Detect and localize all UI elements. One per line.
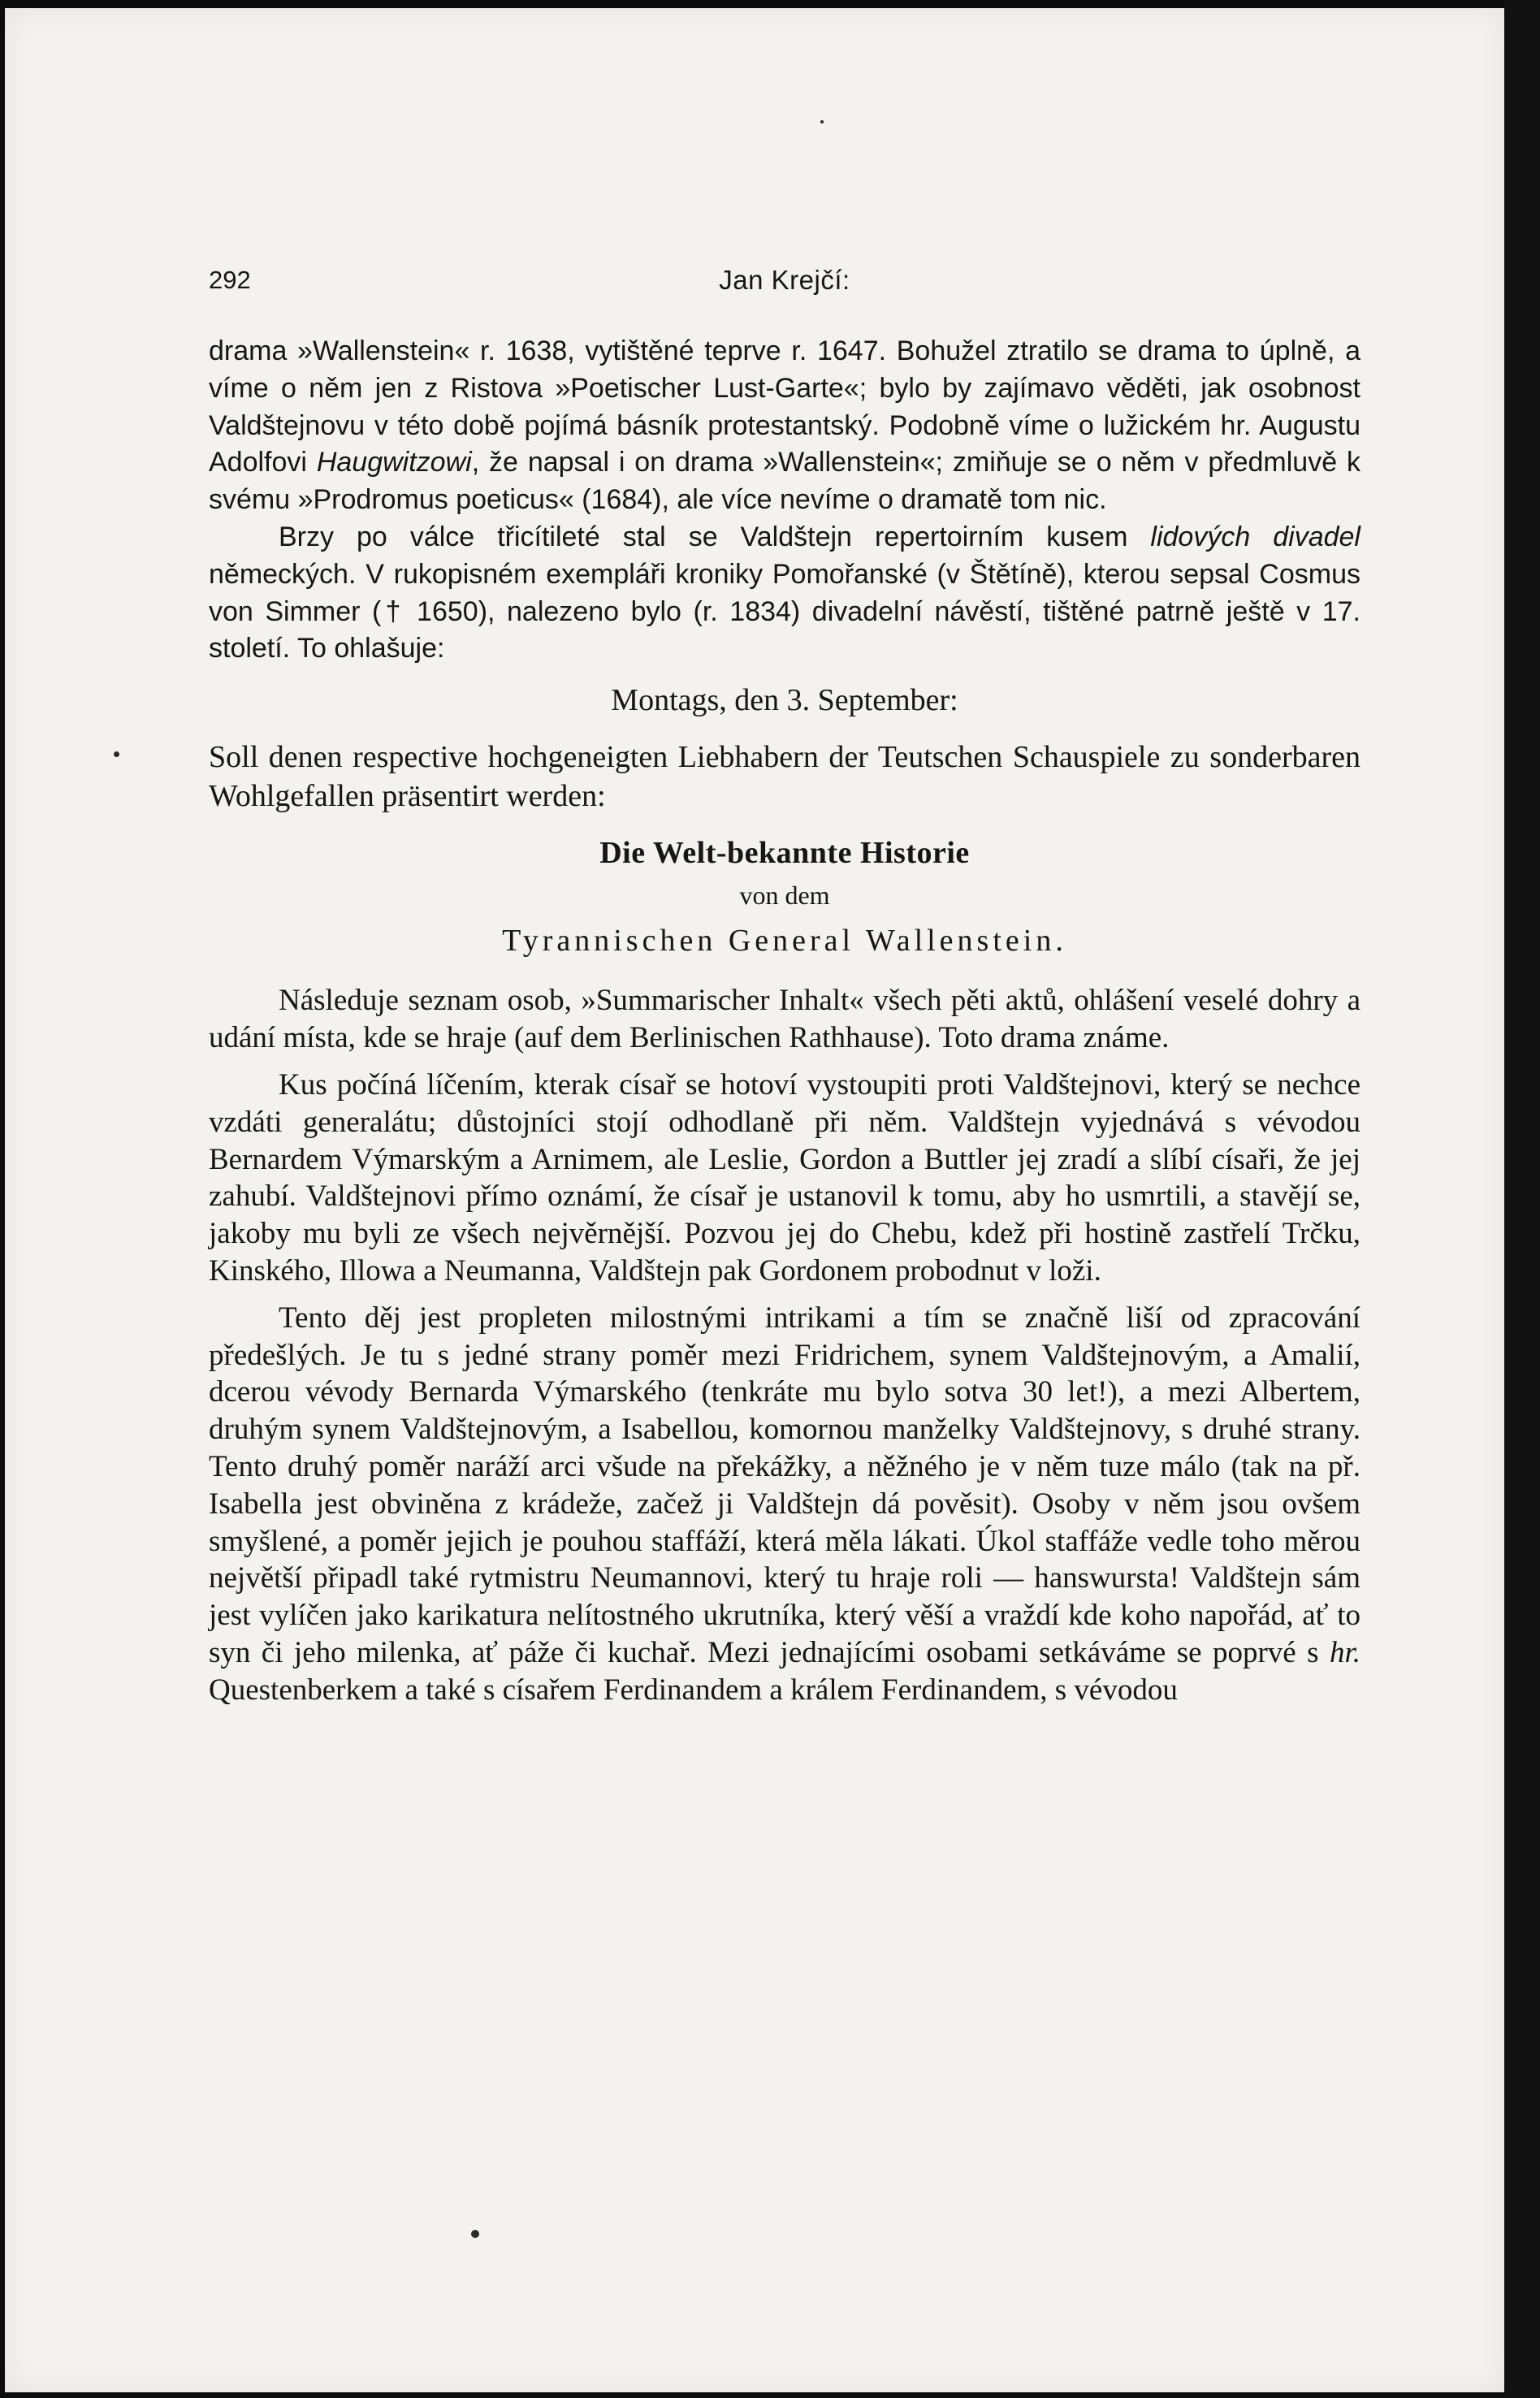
playbill-title: Die Welt-bekannte Historie (599, 835, 970, 870)
italic-name: Haugwitzowi (316, 447, 472, 478)
body-text (209, 333, 1360, 1709)
paragraph-4: Kus počíná líčením, kterak císař se hotoví vystoupiti proti Valdštejnovi, který se nechce vzdáti generalátu; důstojníci stojí odhodlaně při něm. Valdštejn vyjednává s vévodou Bernardem Výmarským a Arnimem, ale Leslie, Gordon a Buttler jej zradí a slíbí císaři, že jej zahubí. Valdštejnovi přímo oznámí, že císař je ustanovil k tomu, aby ho usmrtili, a stavějí se, jakoby mu byli ze všech nejvěrnější. Pozvou jej do Chebu, kdež při hostině zastřelí Trčku, Kinského, Illowa a Neumanna, Valdštejn pak Gordonem probodnut v loži. (209, 1067, 1360, 1288)
scan-speck (820, 120, 824, 123)
playbill-general: Tyrannischen General Wallenstein. (502, 923, 1067, 958)
playbill-quote (209, 682, 1360, 959)
playbill-von: von dem (739, 880, 830, 910)
paragraph-1: drama »Wallenstein« r. 1638, vytištěné teprve r. 1647. Bohužel ztratilo se drama to úplně, a víme o něm jen z Ristova »Poetischer Lust-Garte«; bylo by zajímavo věděti, jak osobnost Valdštejnovu v této době pojímá básník protestantský. Podobně víme o lužickém hr. Augustu Adolfovi Haugwitzowi, že napsal i on drama »Wallenstein«; zmiňuje se o něm v předmluvě k svému »Prodromus poeticus« (1684), ale více nevíme o dramatě tom nic. (209, 335, 1361, 516)
scan-border (1504, 0, 1540, 2398)
running-head (209, 262, 1360, 302)
page-number: 292 (209, 266, 251, 294)
paragraph-5: Tento děj jest propleten milostnými intrikami a tím se značně liší od zpracování předešlých. Je tu s jedné strany poměr mezi Fridrichem, synem Valdštejnovým, a Amalií, dcerou vévody Bernarda Výmarského (tenkráte mu bylo sotva 30 let!), a mezi Albertem, druhým synem Valdštejnovým, a Isabellou, komornou manželky Valdštejnovy, s druhé strany. Tento druhý poměr naráží arci všude na překážky, a něžného je v něm tuze málo (tak na př. Isabella jest obviněna z krádeže, začež ji Valdštejn dá pověsit). Osoby v něm jsou ovšem smyšlené, a poměr jejich je pouhou staffáží, která měla lákati. Úkol staffáže vedle toho měrou největší připadl také rytmistru Neumannovi, který tu hraje roli — hanswursta! Valdštejn sám jest vylíčen jako karikatura nelítostného ukrutníka, který věší a vraždí kde koho napořád, ať to syn či jeho milenka, ať páže či kuchař. Mezi jednajícími osobami setkáváme se poprvé s hr. Questenberkem a také s císařem Ferdinandem a králem Ferdinandem, s vévodou (209, 1301, 1360, 1707)
italic-phrase: lidových divadel (1150, 521, 1360, 552)
running-head-author: Jan Krejčí: (719, 265, 850, 295)
scan-speck (471, 2230, 479, 2238)
paragraph-3: Následuje seznam osob, »Summarischer Inhalt« všech pěti aktů, ohlášení veselé dohry a udání místa, kde se hraje (auf dem Berlinischen Rathhause). Toto drama známe. (209, 984, 1360, 1055)
playbill-date: Montags, den 3. September: (611, 683, 958, 718)
playbill-announcement: Soll denen respective hochgeneigten Liebhabern der Teutschen Schauspiele zu sonderbaren Wohlgefallen präsentirt werden: (209, 739, 1360, 813)
paragraph-2: Brzy po válce třicítileté stal se Valdštejn repertoirním kusem lidových divadel německých. V rukopisném exempláři kroniky Pomořanské (v Štětíně), kterou sepsal Cosmus von Simmer († 1650), nalezeno bylo (r. 1834) divadelní návěstí, tištěné patrně ještě v 17. století. To ohlašuje: (209, 521, 1360, 664)
italic-abbreviation: hr. (1329, 1635, 1360, 1669)
scan-speck (114, 751, 119, 757)
